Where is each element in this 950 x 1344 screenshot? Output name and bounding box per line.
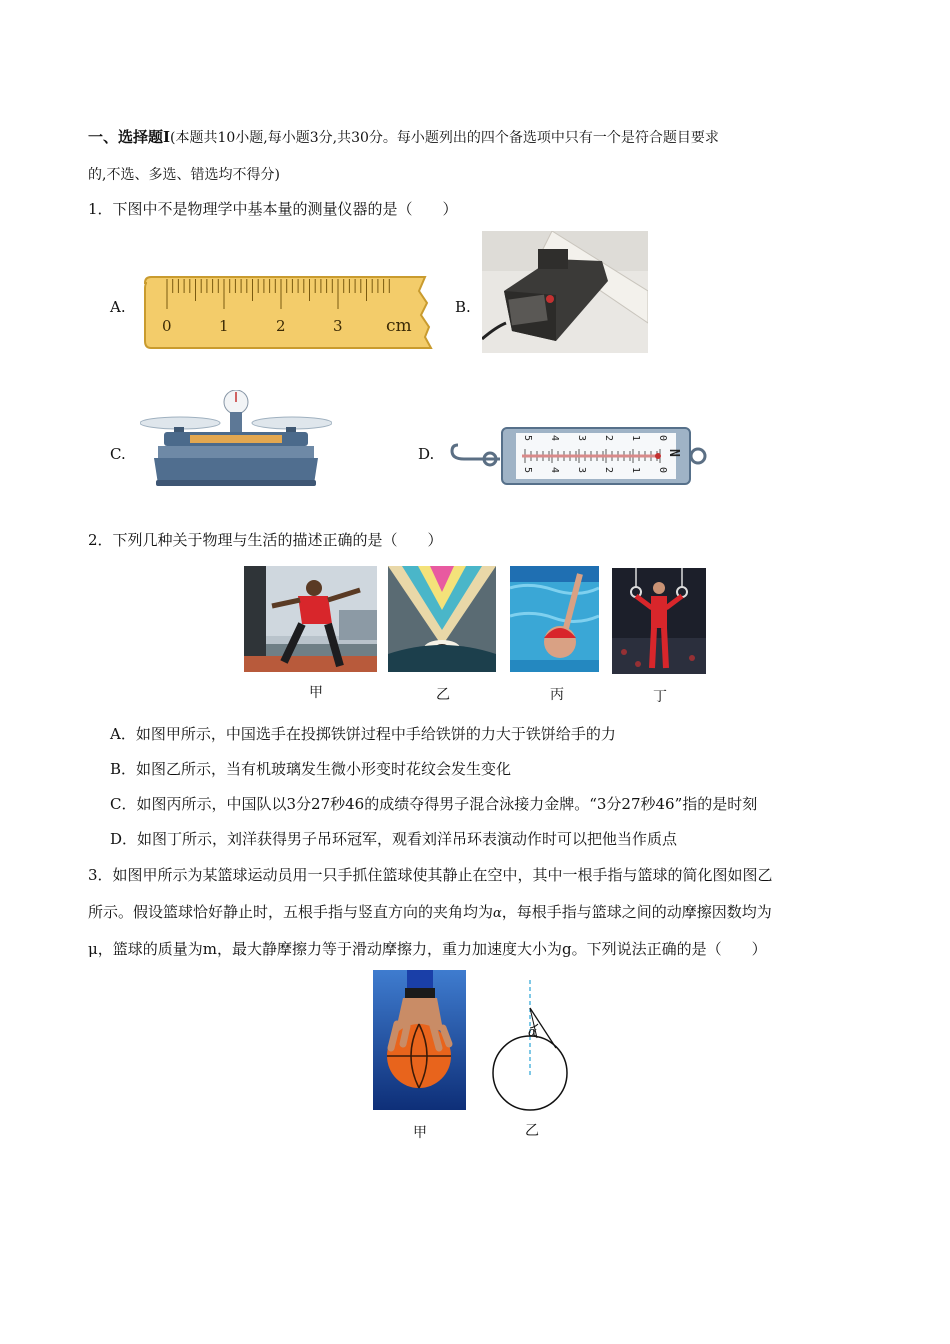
section-instructions-cont: 的,不选、多选、错选均不得分) (88, 167, 280, 183)
q2-option-a: A．如图甲所示，中国选手在投掷铁饼过程中手给铁饼的力大于铁饼给手的力 (110, 725, 616, 743)
scale-tick-0-top: 0 (657, 435, 668, 442)
spring-scale-image (448, 425, 710, 491)
q2-option-c: C．如图丙所示，中国队以3分27秒46的成绩夺得男子混合泳接力金牌。“3分27秒46”指的是时刻 (110, 795, 758, 813)
section-header (88, 126, 719, 149)
ruler-image (143, 275, 433, 354)
q2-caption-ding: 丁 (653, 689, 667, 705)
q2-caption-yi: 乙 (436, 687, 450, 703)
question-2-stem: 2．下列几种关于物理与生活的描述正确的是（ ） (88, 531, 443, 549)
scale-tick-4-bottom: 4 (549, 467, 560, 474)
section-instructions: (本题共10小题,每小题3分,共30分。每小题列出的四个备选项中只有一个是符合题目要求 (170, 130, 719, 146)
section-heading: 一、选择题Ⅰ (88, 128, 171, 146)
discus-thrower-photo (244, 566, 377, 676)
scale-tick-4-top: 4 (549, 435, 560, 442)
question-1-stem: 1．下图中不是物理学中基本量的测量仪器的是（ ） (88, 200, 458, 218)
question-3-line-1: 3．如图甲所示为某篮球运动员用一只手抓住篮球使其静止在空中，其中一根手指与篮球的简化图如图乙 (88, 866, 773, 884)
ruler-tick-1: 1 (219, 317, 229, 335)
q2-option-d: D．如图丁所示，刘洋获得男子吊环冠军，观看刘洋吊环表演动作时可以把他当作质点 (110, 830, 678, 848)
q1-option-a-label: A. (110, 298, 126, 316)
question-3-line-3: μ，篮球的质量为m，最大静摩擦力等于滑动摩擦力，重力加速度大小为g。下列说法正确的是（ ） (88, 940, 767, 958)
scale-tick-2-top: 2 (603, 435, 614, 442)
q1-option-c-label: C. (110, 445, 126, 463)
ruler-tick-0: 0 (162, 317, 172, 335)
scale-tick-5-bottom: 5 (522, 467, 533, 474)
q2-caption-jia: 甲 (309, 685, 323, 701)
ruler-unit: cm (386, 316, 412, 336)
balance-scale-image (140, 390, 332, 492)
timer-device-photo (482, 231, 648, 357)
q1-option-d-label: D. (418, 445, 435, 463)
scale-tick-3-bottom: 3 (576, 467, 587, 474)
scale-tick-5-top: 5 (522, 435, 533, 442)
angle-alpha-label: α (528, 1025, 537, 1040)
question-3-line-2-b: ，每根手指与篮球之间的动摩擦因数均为 (501, 903, 772, 921)
q3-caption-yi: 乙 (525, 1123, 539, 1139)
ruler-tick-2: 2 (276, 317, 286, 335)
gymnast-photo (612, 568, 706, 678)
scale-tick-1-bottom: 1 (630, 467, 641, 474)
angle-symbol: α (493, 906, 502, 921)
finger-ball-diagram (480, 978, 580, 1122)
scale-tick-1-top: 1 (630, 435, 641, 442)
swimmer-photo (510, 566, 599, 676)
basketball-hand-photo (373, 970, 466, 1114)
scale-tick-3-top: 3 (576, 435, 587, 442)
scale-tick-0-bottom: 0 (657, 467, 668, 474)
q2-caption-bing: 丙 (550, 687, 564, 703)
scale-tick-2-bottom: 2 (603, 467, 614, 474)
ruler-tick-3: 3 (333, 317, 343, 335)
photoelastic-glass-photo (388, 566, 496, 676)
scale-unit: N (666, 449, 681, 457)
q3-caption-jia: 甲 (413, 1125, 427, 1141)
q2-option-b: B．如图乙所示，当有机玻璃发生微小形变时花纹会发生变化 (110, 760, 512, 778)
question-3-line-2 (88, 901, 772, 925)
q1-option-b-label: B. (455, 298, 471, 316)
question-3-line-2-a: 所示。假设篮球恰好静止时，五根手指与竖直方向的夹角均为 (88, 903, 494, 921)
